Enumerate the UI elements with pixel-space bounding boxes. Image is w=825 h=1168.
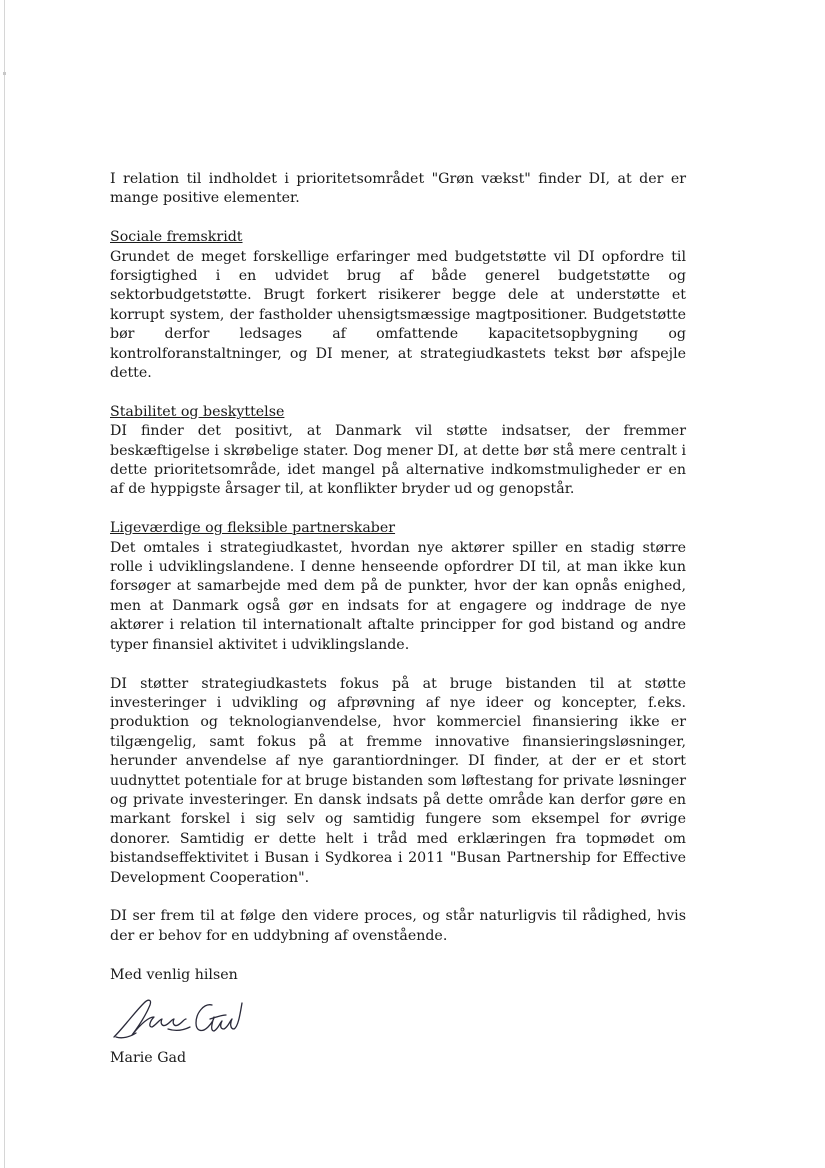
section-ligevaerdige-partnerskaber xyxy=(110,519,686,655)
closing-paragraph: DI ser frem til at følge den videre proces, og står naturligvis til rådighed, hvis der er behov for en uddybning af ovenstående. xyxy=(110,908,686,944)
section-body: Det omtales i strategiudkastet, hvordan nye aktører spiller en stadig større rolle i udviklingslandene. I denne henseende opfordrer DI til, at man ikke kun forsøger at samarbejde med dem på de punkter, hvor der kan opnås enighed, men at Danmark også gør en indsats for at engagere og inddrage de nye aktører i relation til internationalt aftalte principper for god bistand og andre typer finansiel aktivitet i udviklingslande. xyxy=(110,539,686,653)
section-stabilitet-og-beskyttelse xyxy=(110,403,686,500)
section-sociale-fremskridt xyxy=(110,228,686,383)
handwritten-signature xyxy=(110,991,250,1049)
section-heading: Sociale fremskridt xyxy=(110,229,243,246)
sign-off: Med venlig hilsen xyxy=(110,966,238,983)
section-heading: Ligeværdige og fleksible partnerskaber xyxy=(110,520,396,537)
section-body: DI finder det positivt, at Danmark vil støtte indsatser, der fremmer beskæftigelse i skrøbelige stater. Dog mener DI, at dette bør stå mere centralt i dette prioritetsområde, idet mangel på alternative indkomstmuligheder er en af de hyppigste årsager til, at konflikter bryder ud og genopstår. xyxy=(110,423,686,498)
support-paragraph: DI støtter strategiudkastets fokus på at bruge bistanden til at støtte investeringer i udvikling og afprøvning af nye ideer og koncepter, f.eks. produktion og teknologianvendelse, hvor kommerciel finansiering ikke er tilgængelig, samt fokus på at fremme innovative finansieringsløsninger, herunder anvendelse af nye garantiordninger. DI finder, at der er et stort uudnyttet potentiale for at bruge bistanden som løftestang for private løsninger og private investeringer. En dansk indsats på dette område kan derfor gøre en markant forskel i sig selv og samtidig fungere som eksempel for øvrige donorer. Samtidig er dette helt i tråd med erklæringen fra topmødet om bistandseffektivitet i Busan i Sydkorea i 2011 "Busan Partnership for Effective Development Cooperation". xyxy=(110,675,686,886)
page-edge xyxy=(4,0,5,1168)
section-heading: Stabilitet og beskyttelse xyxy=(110,403,285,420)
letter-body xyxy=(110,170,686,1068)
signer-name: Marie Gad xyxy=(110,1049,187,1066)
section-body: Grundet de meget forskellige erfaringer med budgetstøtte vil DI opfordre til forsigtighed i en udvidet brug af både generel budgetstøtte og sektorbudgetstøtte. Brugt forkert risikerer begge dele at understøtte et korrupt system, der fastholder uhensigtsmæssige magtpositioner. Budgetstøtte bør derfor ledsages af omfattende kapacitetsopbygning og kontrolforanstaltninger, og DI mener, at strategiudkastets tekst bør afspejle dette. xyxy=(110,248,686,382)
intro-paragraph: I relation til indholdet i prioritetsområdet "Grøn vækst" finder DI, at der er mange positive elementer. xyxy=(110,171,686,207)
page-edge-mark xyxy=(3,72,6,75)
